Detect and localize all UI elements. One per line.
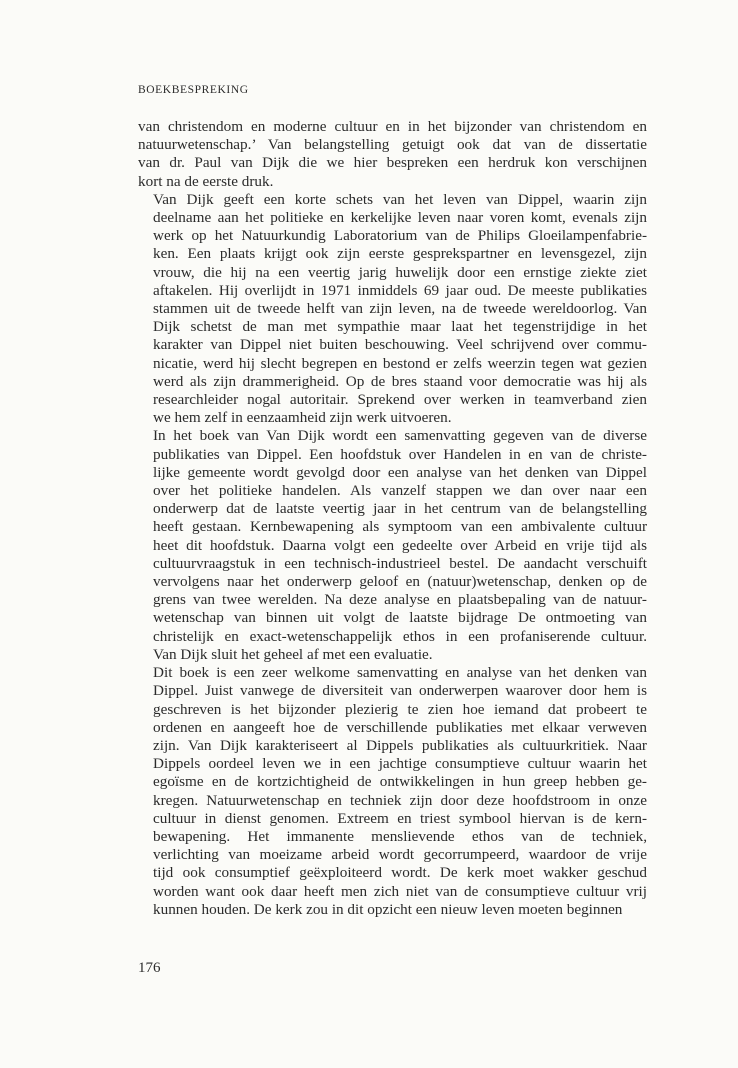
text-line: van dr. Paul van Dijk die we hier bespreken een herdruk kon verschijnen [138,154,647,172]
text-line: onderwerp dat de laatste veertig jaar in het centrum van de belangstelling [153,500,647,518]
running-header: BOEKBESPREKING [138,84,249,96]
text-line: ordenen en aangeeft hoe de verschillende publikaties met elkaar verweven [153,718,647,736]
text-line: researchleider nogal autoritair. Sprekend over werken in teamverband zien [153,391,647,409]
article-body [138,118,647,919]
text-line: In het boek van Van Dijk wordt een samenvatting gegeven van de diverse [153,427,647,445]
text-line: kregen. Natuurwetenschap en techniek zijn door deze hoofdstroom in onze [153,791,647,809]
text-line: werd als zijn drammerigheid. Op de bres staand voor democratie was hij als [153,372,647,390]
text-line: grens van twee werelden. Na deze analyse en plaatsbepaling van de natuur- [153,591,647,609]
text-line: cultuurvraagstuk in een technisch-industrieel bestel. De aandacht verschuift [153,554,647,572]
text-line: tijd ook consumptief geëxploiteerd wordt. De kerk moet wakker geschud [153,864,647,882]
text-line: heeft gestaan. Kernbewapening als symptoom van een ambivalente cultuur [153,518,647,536]
paragraph [138,664,647,919]
text-line: ken. Een plaats krijgt ook zijn eerste gesprekspartner en levensgezel, zijn [153,245,647,263]
text-line: Dippel. Juist vanwege de diversiteit van onderwerpen waarover door hem is [153,682,647,700]
text-line: kunnen houden. De kerk zou in dit opzicht een nieuw leven moeten beginnen [153,900,623,918]
text-line: natuurwetenschap.’ Van belangstelling getuigt ook dat van de dissertatie [138,136,647,154]
text-line: zijn. Van Dijk karakteriseert al Dippels publikaties als cultuurkritiek. Naar [153,736,647,754]
text-line: vrouw, die hij na een veertig jarig huwelijk door een ernstige ziekte ziet [153,263,647,281]
text-line: Van Dijk sluit het geheel af met een evaluatie. [153,645,433,663]
text-line: cultuur in dienst genomen. Extreem en triest symbool hiervan is de kern- [153,809,647,827]
text-line: werk op het Natuurkundig Laboratorium van de Philips Gloeilampenfabrie- [153,227,647,245]
text-line: worden want ook daar heeft men zich niet van de consumptieve cultuur vrij [153,882,647,900]
paragraph [138,427,647,664]
text-line: over het politieke handelen. Als vanzelf stappen we dan over naar een [153,482,647,500]
text-line: we hem zelf in eenzaamheid zijn werk uitvoeren. [153,409,452,427]
text-line: stammen uit de tweede helft van zijn leven, na de tweede wereldoorlog. Van [153,300,647,318]
text-line: wetenschap van binnen uit volgt de laatste bijdrage De ontmoeting van [153,609,647,627]
text-line: geschreven is het bijzonder plezierig te zien hoe iemand dat probeert te [153,700,647,718]
text-line: kort na de eerste druk. [138,172,274,190]
page-number: 176 [138,960,161,976]
text-line: Dippels oordeel leven we in een jachtige consumptieve cultuur waarin het [153,755,647,773]
text-line: deelname aan het politieke en kerkelijke leven naar voren komt, evenals zijn [153,209,647,227]
text-line: egoïsme en de kortzichtigheid de ontwikkelingen in hun greep hebben ge- [153,773,647,791]
text-line: van christendom en moderne cultuur en in het bijzonder van christendom en [138,118,647,135]
text-line: Dit boek is een zeer welkome samenvatting en analyse van het denken van [153,664,647,682]
text-line: heet dit hoofdstuk. Daarna volgt een gedeelte over Arbeid en vrije tijd als [153,536,647,554]
text-line: Dijk schetst de man met sympathie maar laat het tegenstrijdige in het [153,318,647,336]
text-line: karakter van Dippel niet buiten beschouwing. Veel schrijvend over commu- [153,336,647,354]
paragraph [138,191,647,428]
text-line: aftakelen. Hij overlijdt in 1971 inmiddels 69 jaar oud. De meeste publikaties [153,281,647,299]
text-line: verlichting van moeizame arbeid wordt gecorrumpeerd, waardoor de vrije [153,846,647,864]
text-line: Van Dijk geeft een korte schets van het leven van Dippel, waarin zijn [153,190,647,208]
text-line: vervolgens naar het onderwerp geloof en (natuur)wetenschap, denken op de [153,573,647,591]
text-line: christelijk en exact-wetenschappelijk ethos in een profaniserende cultuur. [153,627,647,645]
paragraph [138,118,647,191]
text-line: nicatie, werd hij slecht begrepen en bestond er zelfs weerzin tegen wat gezien [153,354,647,372]
text-line: lijke gemeente wordt gevolgd door een analyse van het denken van Dippel [153,463,647,481]
text-line: publikaties van Dippel. Een hoofdstuk over Handelen in en van de christe- [153,445,647,463]
text-line: bewapening. Het immanente menslievende ethos van de techniek, [153,827,647,845]
